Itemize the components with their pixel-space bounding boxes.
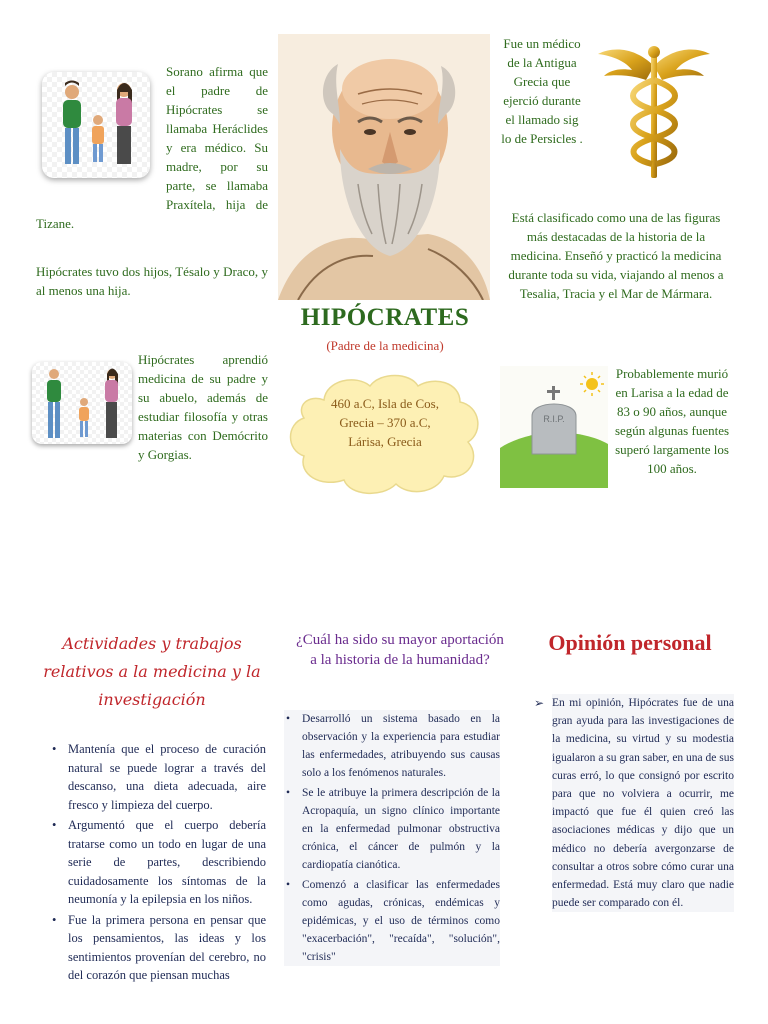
sons-paragraph: Hipócrates tuvo dos hijos, Tésalo y Draco, y al menos una hija. bbox=[36, 264, 268, 298]
list-item: • Argumentó que el cuerpo debería tratarse como un todo en lugar de una serie de partes, describiendo cuidadosamente los síntomas de la neumonía y la epilepsia en los niños. bbox=[50, 816, 266, 909]
opinion-block bbox=[534, 694, 734, 912]
activities-list bbox=[50, 740, 266, 985]
contribution-list bbox=[284, 710, 500, 966]
activities-heading: Actividades y trabajos relativos a la medicina y la investigación bbox=[43, 634, 261, 709]
list-item: • Fue la primera persona en pensar que los pensamientos, las ideas y los sentimientos provenían del cerebro, no del corazón que piensan muchas bbox=[50, 911, 266, 985]
page-subtitle: (Padre de la medicina) bbox=[326, 338, 444, 353]
caduceus-icon bbox=[596, 40, 712, 180]
dates-cloud bbox=[284, 370, 486, 500]
list-item: • Comenzó a clasificar las enfermedades como agudas, crónicas, endémicas y epidémicas, y el uso de términos como "exacerbación", "recaída", "solución", "crisis" bbox=[284, 876, 500, 966]
bio-paragraph-1: Fue un médico de la Antigua Grecia que ejerció durante el llamado sig lo de Persicles . bbox=[501, 36, 583, 146]
learned-paragraph: Hipócrates aprendió medicina de su padre y su abuelo, además de estudiar filosofía y otras materias con Demócrito y Gorgias. bbox=[138, 352, 268, 462]
caduceus-image bbox=[596, 40, 712, 180]
opinion-heading: Opinión personal bbox=[548, 630, 712, 655]
arrow-bullet-icon: ➢ bbox=[534, 696, 545, 710]
list-item: • Desarrolló un sistema basado en la observación y la experiencia para estudiar las enfermedades, atribuyendo sus causas solo a los fenómenos naturales. bbox=[284, 710, 500, 782]
page-title: HIPÓCRATES bbox=[300, 304, 470, 331]
hippocrates-portrait bbox=[278, 34, 490, 300]
list-item: • Se le atribuye la primera descripción de la Acropaquía, un signo clínico importante en la enfermedad pulmonar obstructiva crónica, el cáncer de pulmón y la cardiopatía cianótica. bbox=[284, 784, 500, 874]
opinion-text: En mi opinión, Hipócrates fue de una gran ayuda para las investigaciones de la medicina, su virtud y su modestia igualaron a su gran saber, en una de sus curas erró, lo que consignó por escrito para que no volviera a ocurrir, me impactó que fue él quien creó las asociaciones médicas y dijo que un médico no debería avergonzarse de consultar a otros sobre cómo curar una enfermedad. Está muy claro que nadie puede ser comparado con él. bbox=[552, 697, 734, 910]
contribution-heading: ¿Cuál ha sido su mayor aportación a la historia de la humanidad? bbox=[296, 632, 504, 668]
tombstone-text: R.I.P. bbox=[543, 414, 565, 424]
bio-paragraph-2: Está clasificado como una de las figuras más destacadas de la historia de la medicina. Enseñó y practicó la medicina durante toda su vida, viajando al menos a Tesalia, Tracia y el Mar de Mármara. bbox=[508, 210, 724, 301]
death-paragraph: Probablemente murió en Larisa a la edad de 83 o 90 años, aunque según algunas fuentes superó largamente los 100 años. bbox=[614, 366, 730, 476]
list-item: • Mantenía que el proceso de curación natural se puede lograr a través del descanso, una dieta adecuada, aire fresco y limpieza del cuerpo. bbox=[50, 740, 266, 814]
dates-text: 460 a.C, Isla de Cos, Grecia – 370 a.C, Lárisa, Grecia bbox=[331, 396, 439, 449]
sorano-paragraph: Sorano afirma que el padre de Hipócrates se llamaba Heráclides y era médico. Su madre, por su parte, se llamaba Praxítela, hija de Tizane. bbox=[36, 64, 268, 231]
